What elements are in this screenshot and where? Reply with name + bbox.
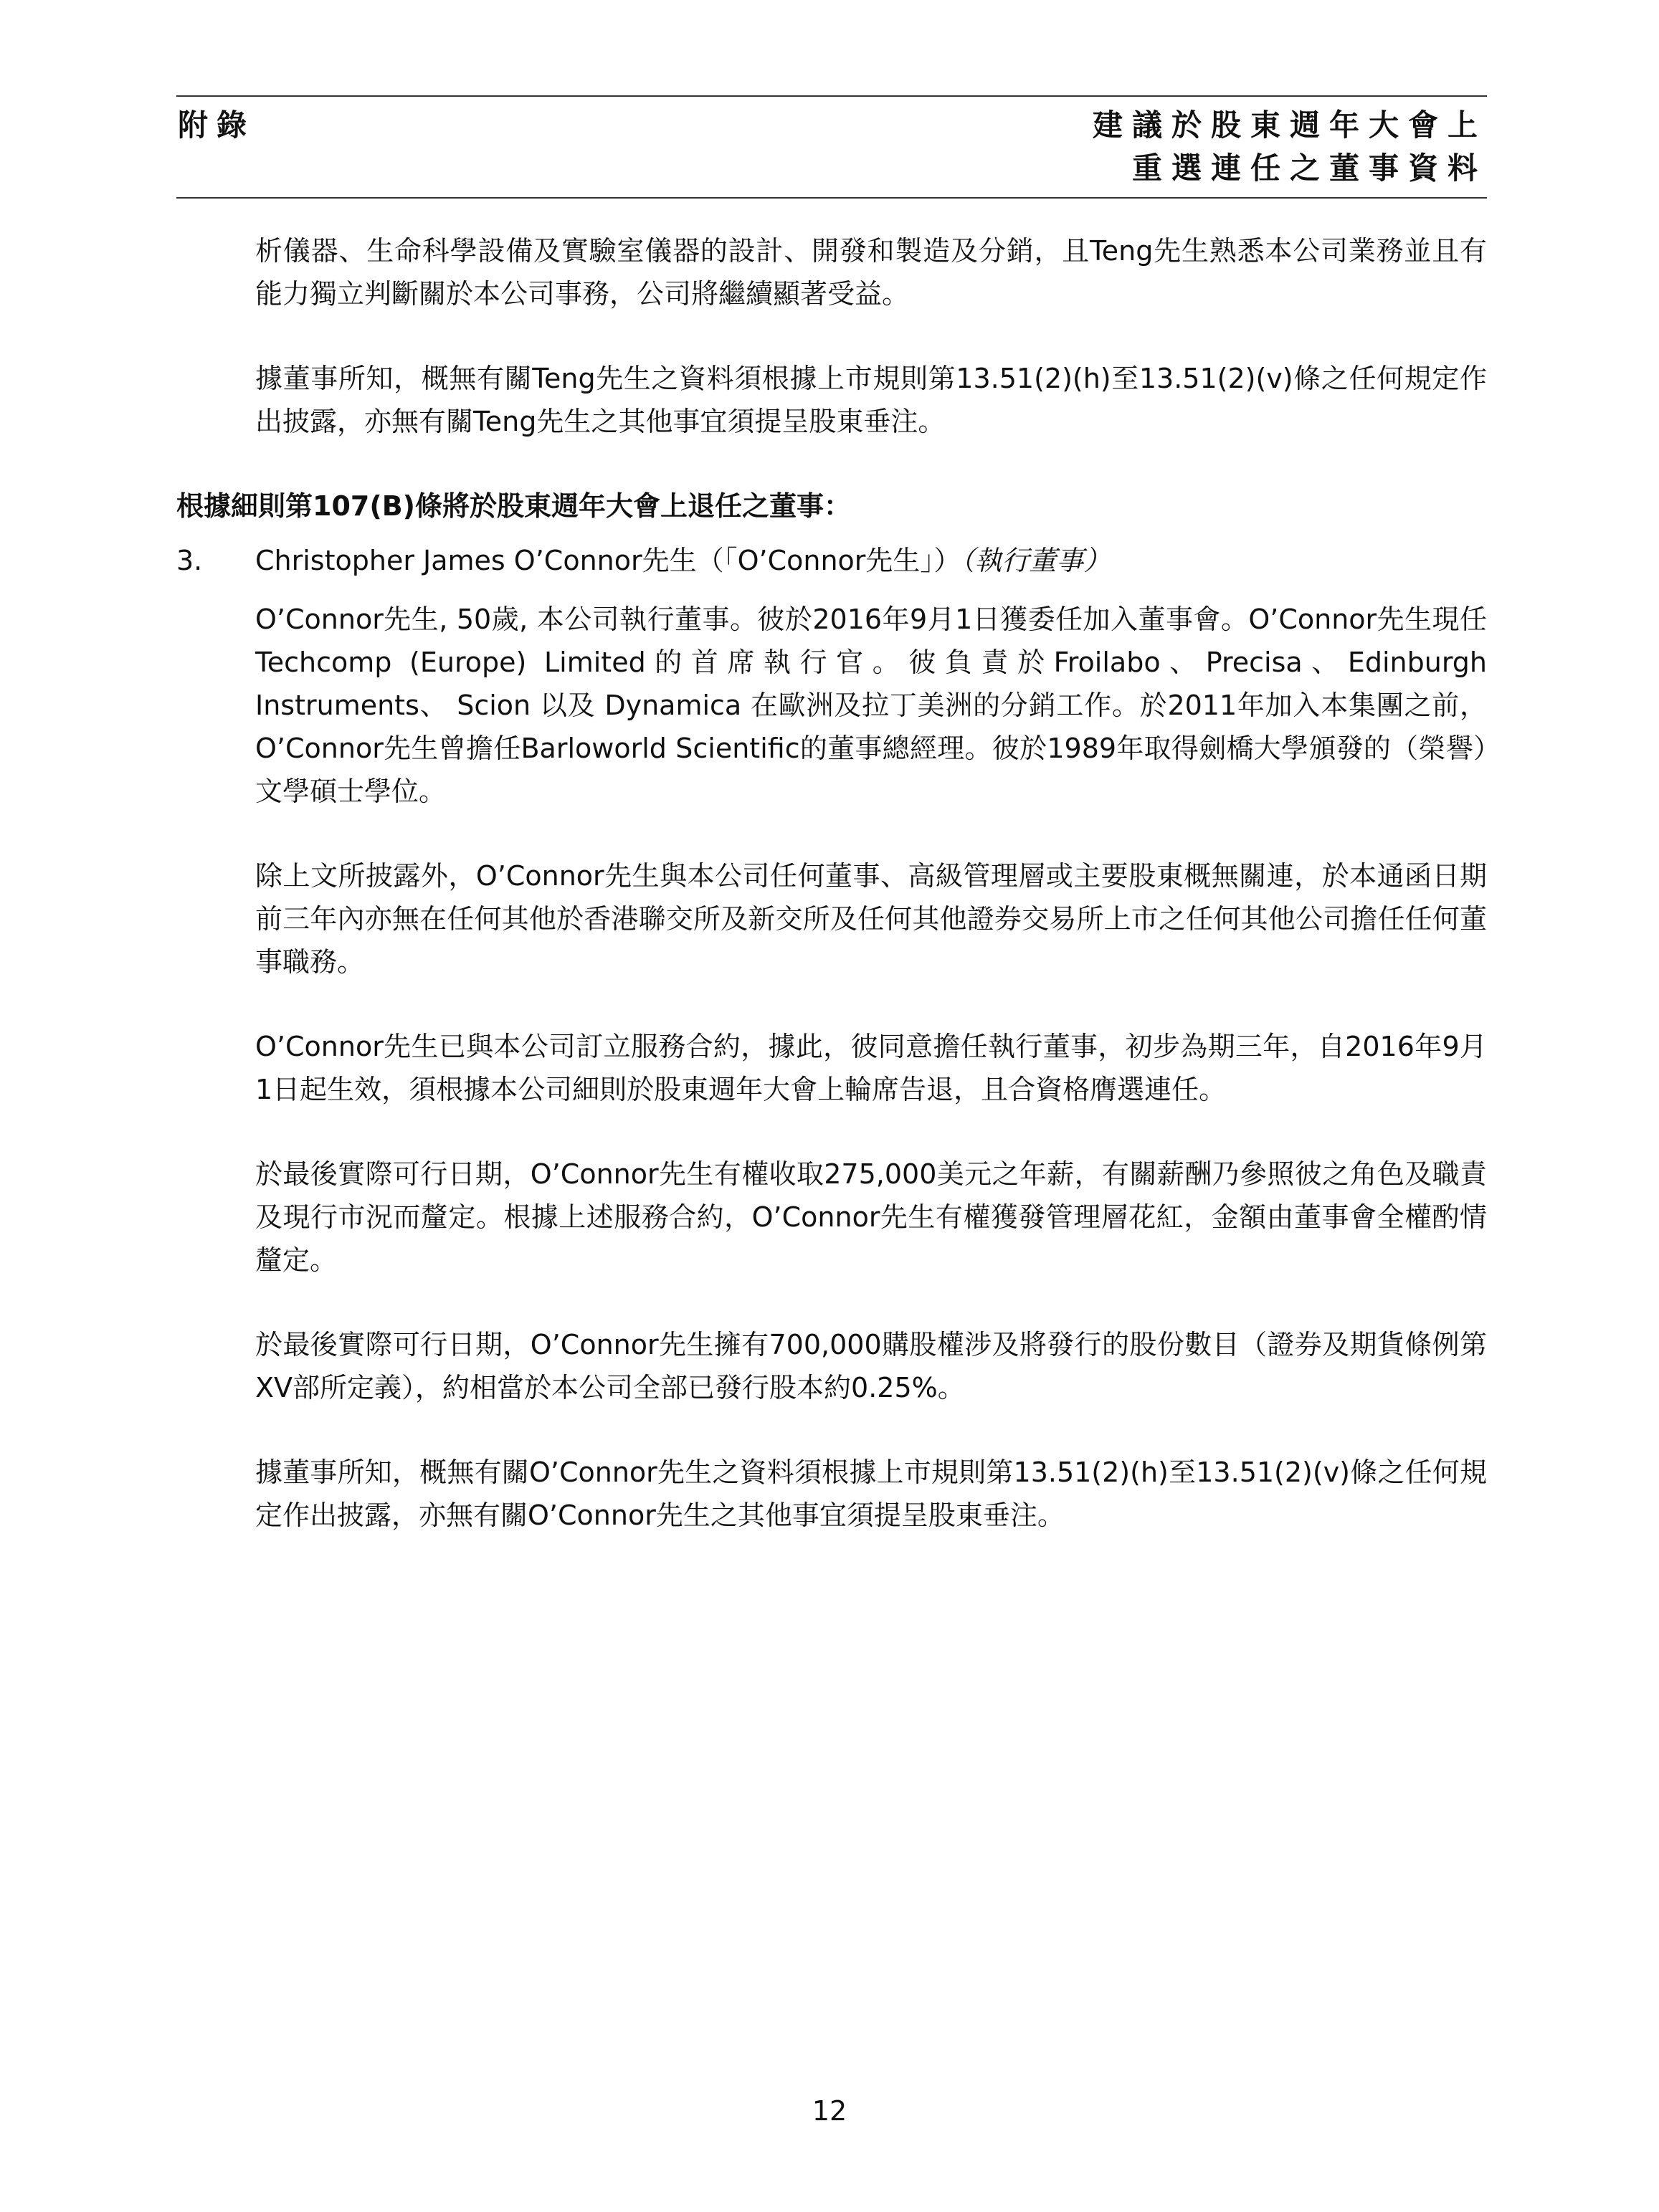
paragraph-3: O’Connor先生, 50歲, 本公司執行董事。彼於2016年9月1日獲委任加入董事會。O’Connor先生現任Techcomp (Europe) Limited的首席執行官。彼負責於Froilabo、Precisa、Edinburgh Instruments、 Scion 以及 Dynamica 在歐洲及拉丁美洲的分銷工作。於2011年加入本集團之前，O’Connor先生曾擔任Barloworld Scientific的董事總經理。彼於1989年取得劍橋大學頒發的（榮譽）文學碩士學位。	[255, 604, 1487, 807]
page-number: 12	[812, 2095, 847, 2127]
paragraph-2: 據董事所知，概無有關Teng先生之資料須根據上市規則第13.51(2)(h)至13.51(2)(v)條之任何規定作出披露，亦無有關Teng先生之其他事宜須提呈股東垂注。	[255, 363, 1487, 437]
paragraph-1: 析儀器、生命科學設備及實驗室儀器的設計、開發和製造及分銷，且Teng先生熟悉本公司業務並且有能力獨立判斷關於本公司事務，公司將繼續顯著受益。	[255, 235, 1487, 310]
header-title-line-2: 重選連任之董事資料	[1131, 151, 1487, 186]
paragraph-8: 據董事所知，概無有關O’Connor先生之資料須根據上市規則第13.51(2)(h)至13.51(2)(v)條之任何規定作出披露，亦無有關O’Connor先生之其他事宜須提呈股東垂注。	[255, 1457, 1487, 1531]
section-heading: 根據細則第107(B)條將於股東週年大會上退任之董事：	[176, 490, 852, 522]
director-title: Christopher James O’Connor先生（「O’Connor先生」）	[255, 545, 961, 576]
header-title-line-1: 建議於股東週年大會上	[1092, 108, 1487, 143]
director-name	[255, 539, 1111, 582]
paragraph-6: 於最後實際可行日期，O’Connor先生有權收取275,000美元之年薪，有關薪酬乃參照彼之角色及職責及現行市況而釐定。根據上述服務合約，O’Connor先生有權獲發管理層花紅，金額由董事會全權酌情釐定。	[255, 1158, 1487, 1276]
paragraph-4: 除上文所披露外，O’Connor先生與本公司任何董事、高級管理層或主要股東概無關連，於本通函日期前三年內亦無在任何其他於香港聯交所及新交所及任何其他證券交易所上市之任何其他公司擔任任何董事職務。	[255, 860, 1487, 978]
item-number: 3.	[176, 545, 203, 576]
paragraph-5: O’Connor先生已與本公司訂立服務合約，據此，彼同意擔任執行董事，初步為期三年，自2016年9月1日起生效，須根據本公司細則於股東週年大會上輪席告退，且合資格膺選連任。	[255, 1031, 1487, 1105]
paragraph-7: 於最後實際可行日期，O’Connor先生擁有700,000購股權涉及將發行的股份數目（證券及期貨條例第XV部所定義），約相當於本公司全部已發行股本約0.25%。	[255, 1329, 1487, 1403]
header-title	[1093, 104, 1487, 190]
document-body	[176, 229, 1487, 1578]
appendix-label: 附錄	[178, 108, 256, 143]
director-item-heading	[176, 539, 1487, 582]
director-role: （執行董事）	[961, 545, 1111, 576]
page-header	[176, 95, 1487, 199]
